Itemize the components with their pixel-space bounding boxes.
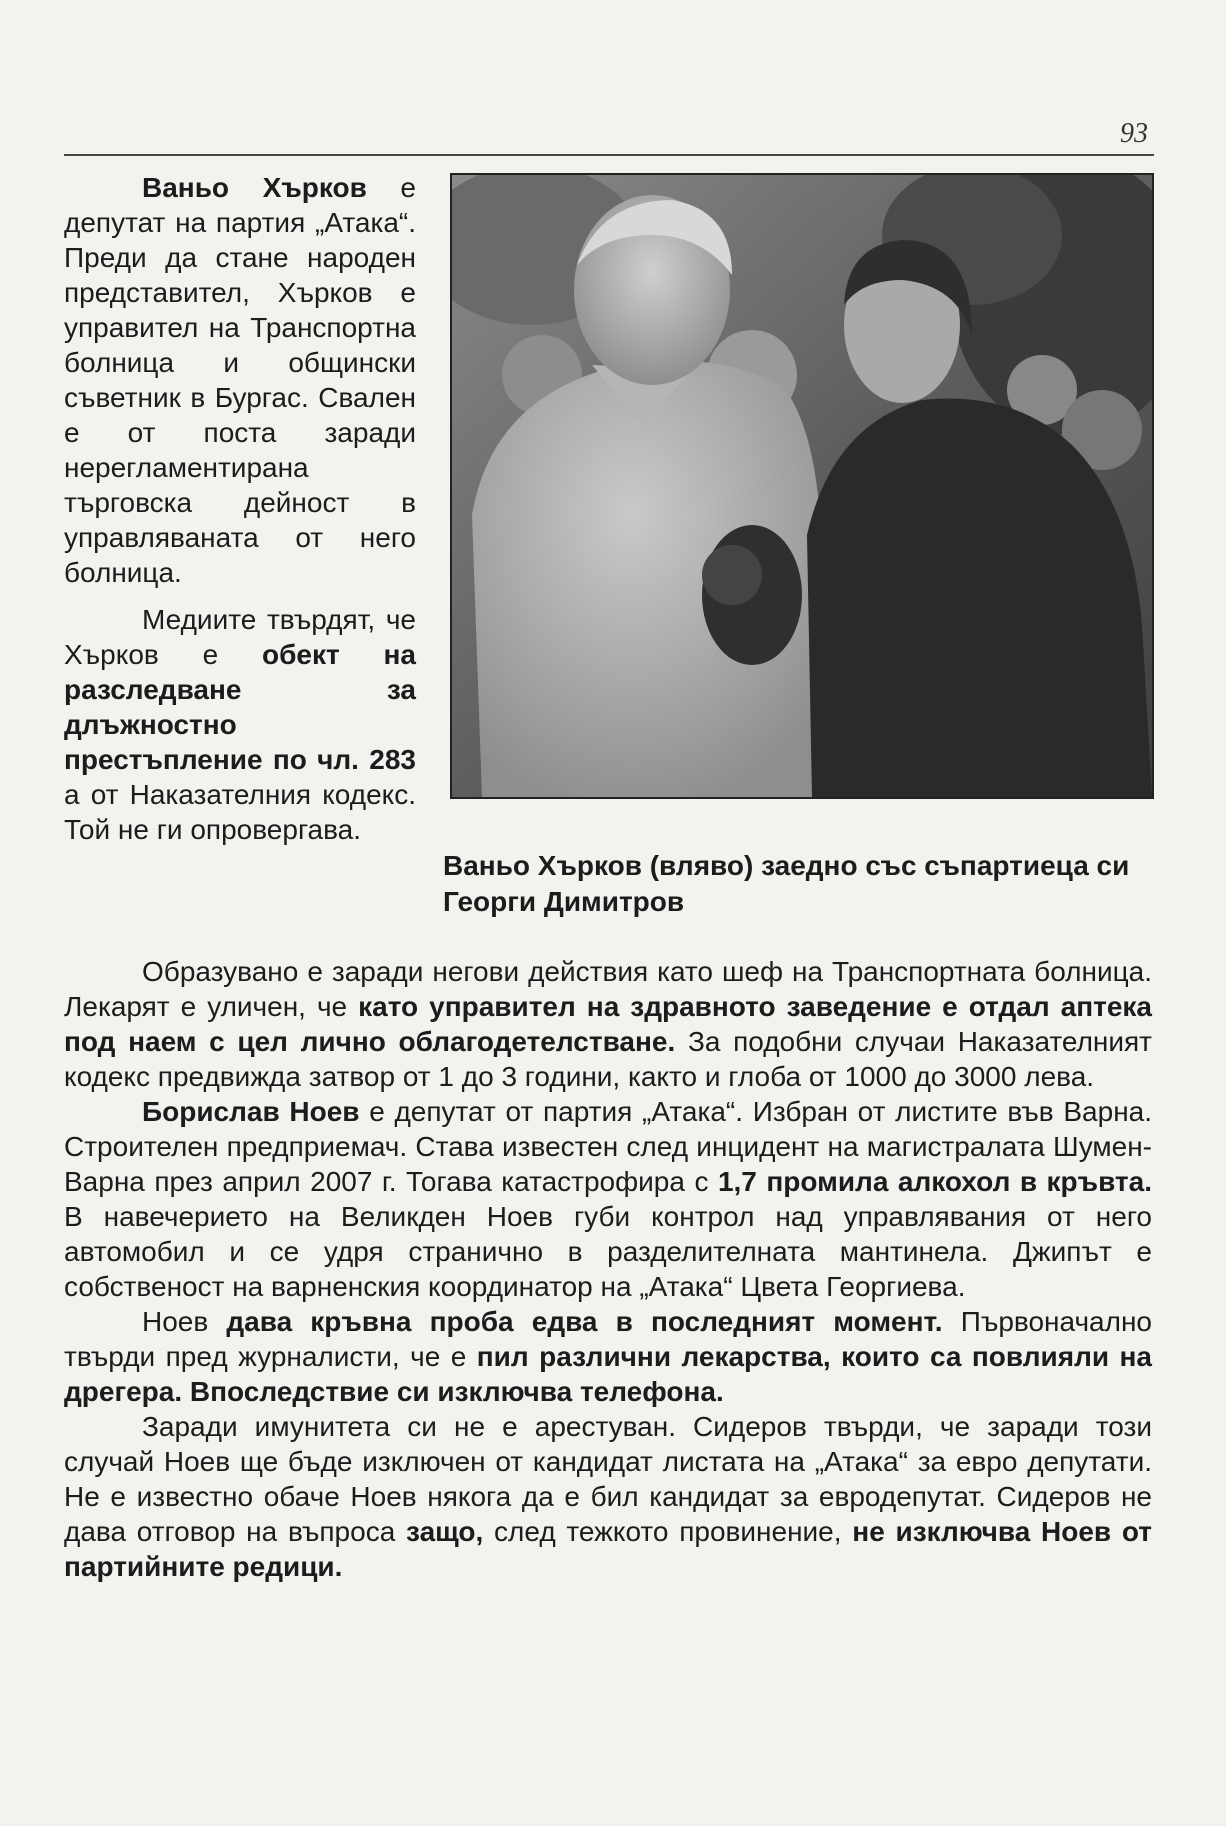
bold-text: Ваньо Хърков — [142, 172, 367, 203]
text-run: Първоначално твърди пред журналисти, че е — [64, 1306, 1152, 1372]
text-run: е депутат от партия „Атака“. Избран от листите във Варна. Строителен предприемач. Става известен след инцидент на магистралата Шумен-Варна през април 2007 г. Тогава катастрофира с — [64, 1096, 1153, 1197]
photo — [450, 173, 1154, 799]
photo-caption: Ваньо Хърков (вляво) заедно със съпартиеца си Георги Димитров — [443, 850, 1130, 917]
header-rule — [64, 154, 1154, 156]
bold-text: обект на разследване за длъжностно престъпление по чл. 283 — [64, 639, 416, 775]
bold-text: пил различни лекарства, които са повлияли на дрегера. Впоследствие си изключва телефона. — [64, 1341, 1152, 1407]
text-run: Заради имунитета си не е арестуван. Сидеров твърди, че заради този случай Ноев ще бъде изключен от кандидат листата на „Атака“ за евро депутати. Не е известно обаче Ноев някога да е бил кандидат за евродепутат. Сидеров не дава отговор на въпроса — [64, 1411, 1152, 1547]
main-paragraph-2 — [64, 1094, 1152, 1304]
text-run: Образувано е заради негови действия като шеф на Транспортната болница. Лекарят е уличен, че — [64, 956, 1152, 1022]
text-run: За подобни случаи Наказателният кодекс предвижда затвор от 1 до 3 години, както и глоба от 1000 до 3000 лева. — [64, 1026, 1153, 1092]
bold-text: не изключва Ноев от партийните редици. — [64, 1516, 1152, 1582]
main-paragraph-3 — [64, 1304, 1152, 1409]
text-run: е депутат на партия „Атака“. Преди да стане народен представител, Хърков е управител на Транспортна болница и общински съветник в Бургас. Свален е от поста заради нерегламентирана търговска дейност в управляваната от него болница. — [64, 172, 416, 588]
bold-text: Борислав Ноев — [142, 1096, 360, 1127]
bold-text: дава кръвна проба едва в последният момент. — [226, 1306, 943, 1337]
text-run: Ноев — [142, 1306, 227, 1337]
left-column — [64, 170, 416, 859]
main-text — [64, 954, 1152, 1584]
text-run: В навечерието на Великден Ноев губи контрол над управлявания от него автомобил и се удря странично в разделителната мантинела. Джипът е собственост на варненския координатор на „Атака“ Цвета Георгиева. — [64, 1201, 1152, 1302]
main-paragraph-4 — [64, 1409, 1152, 1584]
left-paragraph-1 — [64, 170, 416, 590]
photo-image — [452, 175, 1152, 797]
main-paragraph-1 — [64, 954, 1152, 1094]
bold-text: защо, — [406, 1516, 484, 1547]
text-run: а от Наказателния кодекс. Той не ги опровергава. — [64, 779, 416, 845]
bold-text: като управител на здравното заведение е отдал аптека под наем с цел лично облагодетелстване. — [64, 991, 1152, 1057]
left-paragraph-2 — [64, 602, 416, 847]
page-number: 93 — [1120, 118, 1148, 149]
bold-text: 1,7 промила алкохол в кръвта. — [717, 1166, 1152, 1197]
text-run: след тежкото провинение, — [483, 1516, 853, 1547]
text-run: Медиите твърдят, че Хърков е — [64, 604, 416, 670]
